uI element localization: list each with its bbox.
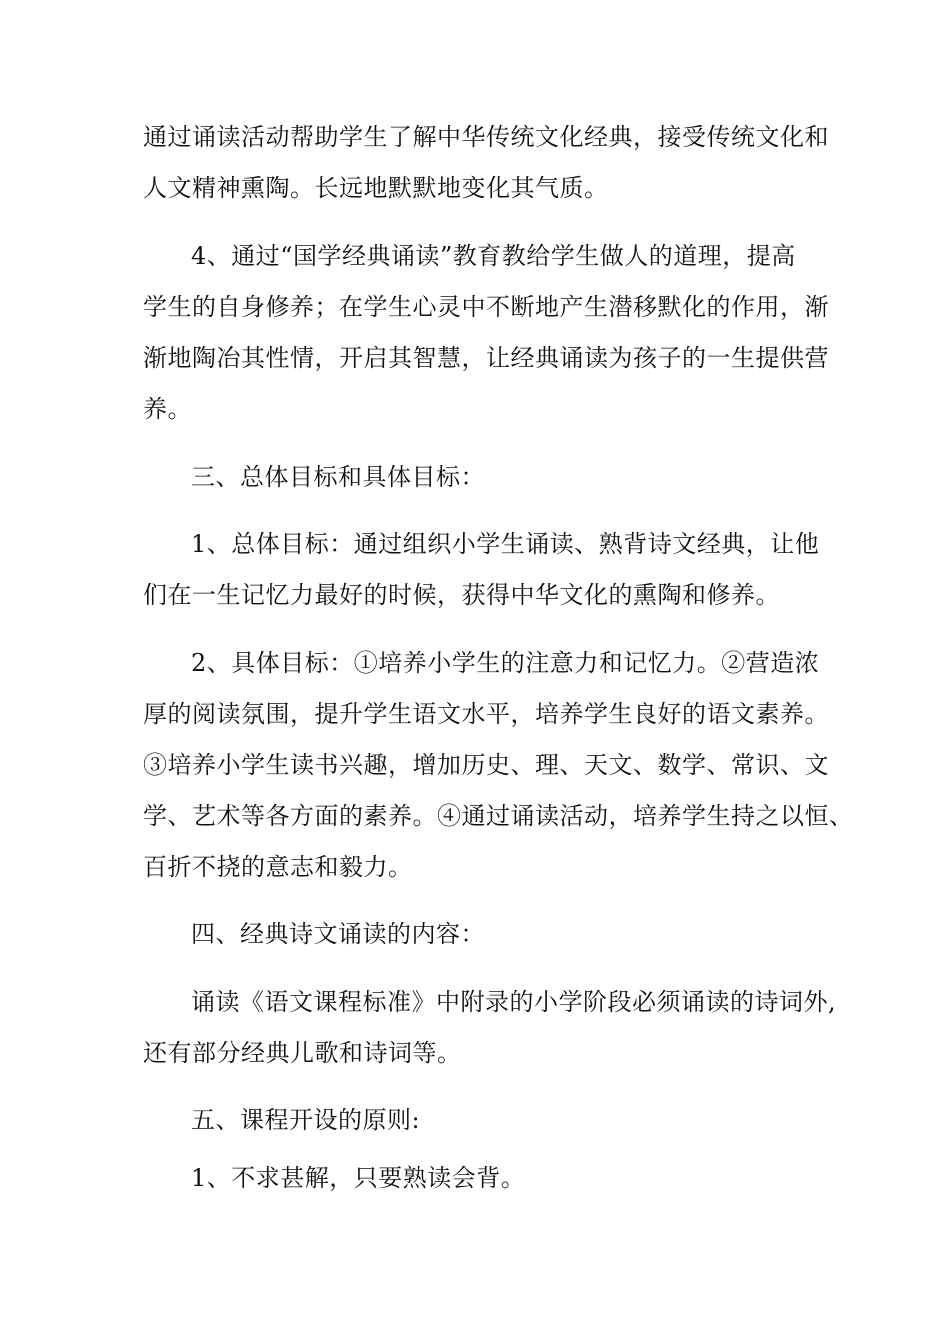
section-heading: 四、经典诗文诵读的内容： — [191, 920, 485, 948]
paragraph-line: 厚的阅读氛围，提升学生语文水平，培养学生良好的语文素养。 — [143, 700, 829, 728]
paragraph-line: 还有部分经典儿歌和诗词等。 — [143, 1039, 462, 1067]
paragraph-line: 1、不求甚解，只要熟读会背。 — [191, 1164, 526, 1192]
paragraph-line: 养。 — [143, 395, 192, 423]
paragraph-line: 1、总体目标：通过组织小学生诵读、熟背诗文经典，让他 — [191, 530, 820, 558]
paragraph-line: 诵读《语文课程标准》中附录的小学阶段必须诵读的诗词外, — [191, 988, 837, 1016]
paragraph-line: 们在一生记忆力最好的时候，获得中华文化的熏陶和修养。 — [143, 581, 780, 609]
paragraph-line: 4、通过“国学经典诵读”教育教给学生做人的道理，提高 — [191, 242, 796, 270]
paragraph-line: 学、艺术等各方面的素养。④通过诵读活动，培养学生持之以恒、 — [143, 802, 854, 830]
paragraph-line: 通过诵读活动帮助学生了解中华传统文化经典，接受传统文化和 — [143, 123, 829, 151]
paragraph-line: 2、具体目标：①培养小学生的注意力和记忆力。②营造浓 — [191, 649, 820, 677]
paragraph-line: ③培养小学生读书兴趣，增加历史、理、天文、数学、常识、文 — [143, 751, 829, 779]
section-heading: 三、总体目标和具体目标： — [191, 463, 485, 491]
paragraph-line: 渐地陶冶其性情，开启其智慧，让经典诵读为孩子的一生提供营 — [143, 344, 829, 372]
section-heading: 五、课程开设的原则: — [191, 1106, 421, 1134]
paragraph-line: 学生的自身修养；在学生心灵中不断地产生潜移默化的作用，渐 — [143, 293, 829, 321]
paragraph-line: 百折不挠的意志和毅力。 — [143, 853, 413, 881]
paragraph-line: 人文精神熏陶。长远地默默地变化其气质。 — [143, 174, 609, 202]
